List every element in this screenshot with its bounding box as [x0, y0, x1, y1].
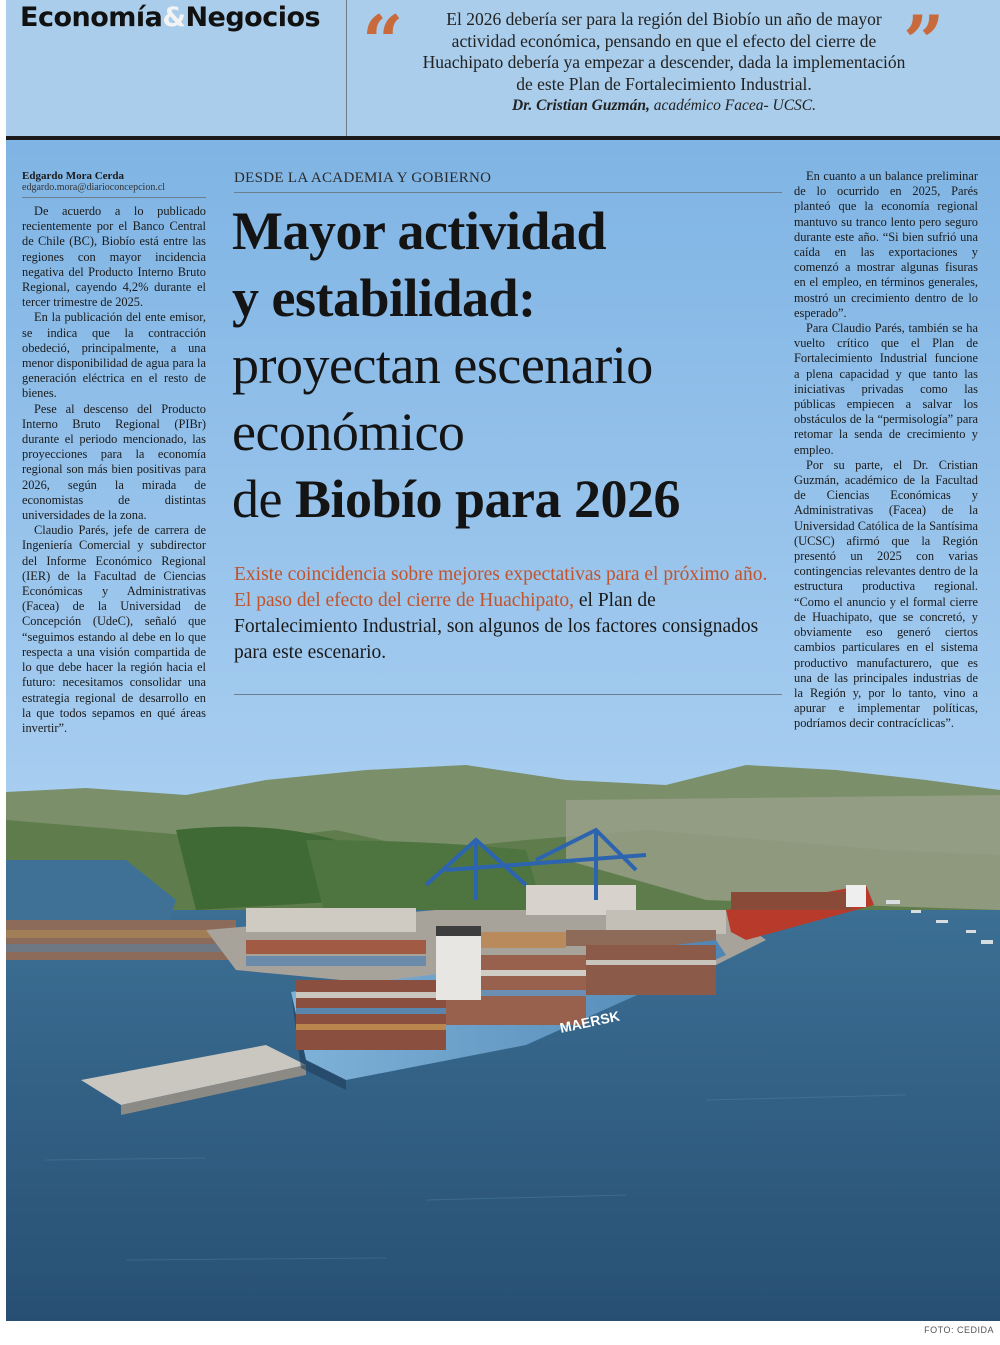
right-paragraph: En cuanto a un balance preliminar de lo ocurrido en 2025, Parés planteó que la economía regional mantuvo su tranco lento pero seguro durante este año. “Si bien sufrió una caída en las exportaciones y comenzó a mostrar algunas fisuras en el empleo, en términos generales, mostró un crecimiento dentro de lo esperado”. — [794, 169, 978, 320]
pull-quote-author-name: Dr. Cristian Guzmán, — [512, 97, 650, 114]
section-title-ampersand: & — [162, 2, 186, 33]
byline-email: edgardo.mora@diarioconcepcion.cl — [22, 182, 166, 193]
pull-quote-author — [420, 95, 908, 117]
byline-rule — [22, 197, 206, 198]
headline-line-2: y estabilidad: — [232, 268, 536, 328]
byline-name: Edgardo Mora Cerda — [22, 170, 125, 182]
left-column — [22, 204, 206, 736]
left-paragraph: De acuerdo a lo publicado recientemente por el Banco Central de Chile (BC), Biobío está entre las regiones con mayor incidencia negativa del Producto Interno Bruto Regional, cayendo 4,2% durante el tercer trimestre de 2025. — [22, 204, 206, 310]
section-title-part2: Negocios — [185, 2, 321, 33]
left-paragraph: Claudio Parés, jefe de carrera de Ingeniería Comercial y subdirector del Informe Económico Regional (IER) de la Facultad de Ciencias Económicas y Administrativas (Facea) de la Universidad de Concepción (UdeC), señaló que “seguimos estando al debe en lo que respecta a una visión compartida de lo que debe hacer la región hacia el futuro: necesitamos consolidar una estrategia regional de desarrollo en la que todos sepamos en qué áreas invertir”. — [22, 523, 206, 735]
kicker: DESDE LA ACADEMIA Y GOBIERNO — [234, 170, 492, 186]
open-quote-icon: “ — [362, 0, 404, 84]
kicker-rule — [234, 192, 782, 193]
right-paragraph: Para Claudio Parés, también se ha vuelto crítico que el Plan de Fortalecimiento Industrial funcione a plena capacidad y que tanto las iniciativas privadas como las públicas empiecen a salvar los obstáculos de la “permisología” para retomar la senda de crecimiento y empleo. — [794, 321, 978, 457]
left-paragraph: En la publicación del ente emisor, se indica que la contracción obedeció, principalmente, a una menor disponibilidad de agua para la generación eléctrica en el resto de bienes. — [22, 310, 206, 401]
right-paragraph: Por su parte, el Dr. Cristian Guzmán, académico de la Facultad de Ciencias Económicas y Administrativas (Facea) de la Universidad Católica de la Santísima (UCSC) afirmó que la Región presentó un 2025 con varias contingencias relevantes dentro de la estructura productiva regional. “Como el anuncio y el formal cierre de Huachipato, que se concretó, y obviamente eso generó ciertos cambios particulares en el sistema productivo manufacturero, que es una de las principales industrias de la Región y, por lo tanto, vino a apurar e implementar políticas, podríamos decir contracíclicas”. — [794, 457, 978, 731]
section-title-part1: Economía — [20, 2, 163, 33]
pull-quote — [420, 9, 908, 117]
deck-rule — [234, 694, 782, 695]
deck-rest: el Plan de Fortalecimiento Industrial, son algunos de los factores consignados para este escenario. — [234, 590, 759, 663]
right-column — [794, 169, 978, 732]
section-title — [20, 2, 320, 33]
left-paragraph: Pese al descenso del Producto Interno Bruto Regional (PIBr) durante el periodo mencionado, las proyecciones para la economía regional son más bien positivas para 2026, según la mirada de economistas de distintas universidades de la zona. — [22, 401, 206, 523]
pull-quote-text: El 2026 debería ser para la región del Biobío un año de mayor actividad económica, pensando en que el efecto del cierre de Huachipato debería ya empezar a descender, dada la implementación de este Plan de Fortalecimiento Industrial. — [422, 9, 906, 94]
deck-accent: Existe coincidencia sobre mejores expectativas para el próximo año. El paso del efecto del cierre de Huachipato, — [234, 564, 768, 611]
photo-credit: FOTO: CEDIDA — [924, 1325, 994, 1335]
ship-name: MAERSK — [558, 1007, 621, 1036]
pull-quote-author-role: académico Facea- UCSC. — [649, 97, 816, 114]
headline-line-4: económico — [232, 402, 465, 462]
header-divider — [346, 0, 347, 136]
headline — [232, 198, 792, 533]
headline-line-1: Mayor actividad — [232, 201, 606, 261]
headline-line-5 — [232, 466, 792, 533]
byline — [22, 170, 165, 194]
headline-line-5-bold: Biobío para 2026 — [294, 469, 681, 529]
deck — [234, 562, 784, 666]
headline-line-5-light: de — [232, 469, 295, 529]
headline-line-3: proyectan escenario — [232, 335, 653, 395]
close-quote-icon: ” — [903, 0, 945, 84]
